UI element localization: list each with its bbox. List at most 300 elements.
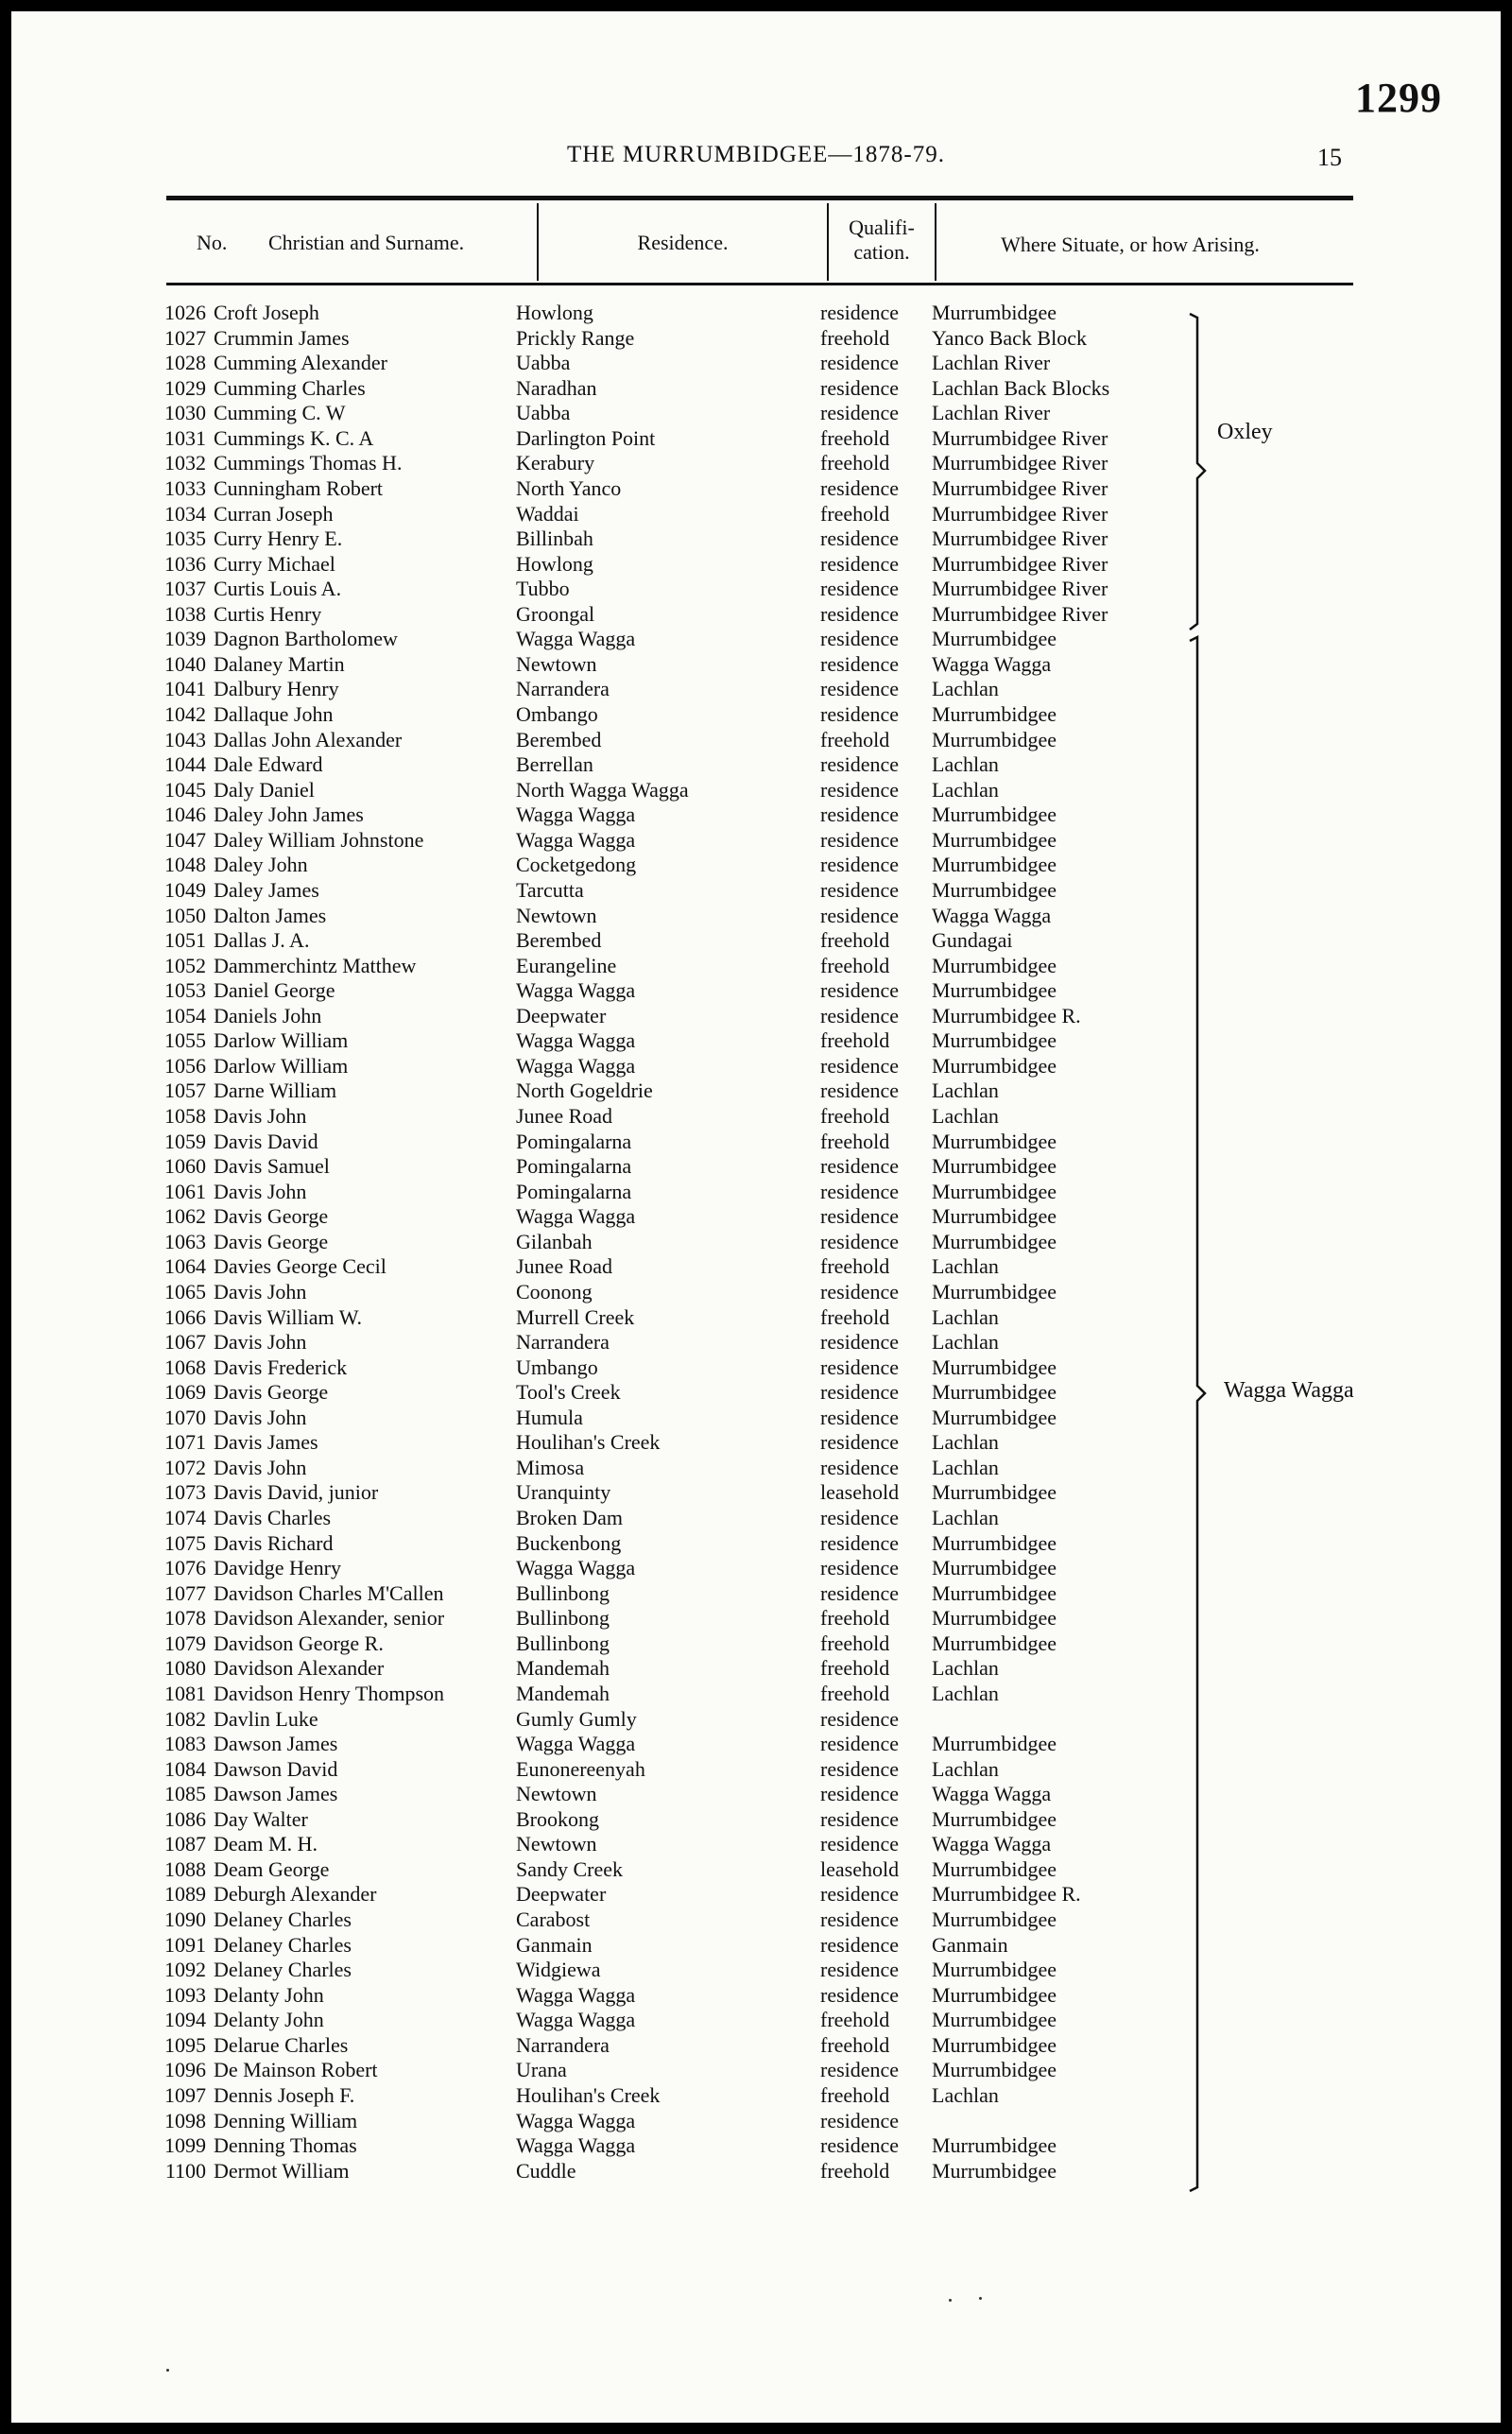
entry-number: 1084 (164, 1756, 206, 1781)
entry-number: 1090 (164, 1907, 206, 1931)
entry-name: Curry Henry E. (214, 527, 343, 551)
entry-where-situate: Murrumbidgee (932, 1631, 1057, 1655)
entry-number: 1093 (164, 1982, 206, 2007)
entry-number: 1077 (164, 1580, 206, 1605)
entry-residence: North Wagga Wagga (516, 777, 689, 802)
entry-residence: Berembed (516, 727, 602, 751)
entry-qualification: freehold (820, 2008, 890, 2032)
entry-where-situate: Murrumbidgee (932, 1355, 1057, 1379)
entry-residence: Humula (516, 1405, 583, 1429)
entry-qualification: residence (820, 1982, 900, 2007)
entry-number: 1087 (164, 1832, 206, 1856)
entry-qualification: residence (820, 702, 900, 726)
document-page (11, 11, 1501, 2423)
entry-residence: Umbango (516, 1355, 598, 1379)
table-row (11, 1958, 1501, 1983)
entry-residence: Wagga Wagga (516, 827, 636, 852)
entry-number: 1080 (164, 1656, 206, 1681)
entry-number: 1049 (164, 877, 206, 902)
entry-where-situate: Murrumbidgee R. (932, 1003, 1081, 1027)
entry-residence: Wagga Wagga (516, 2133, 636, 2158)
entry-qualification: residence (820, 803, 900, 827)
entry-where-situate: Lachlan (932, 1681, 999, 1705)
entry-where-situate: Lachlan (932, 1079, 999, 1103)
entry-residence: Billinbah (516, 527, 593, 551)
entry-residence: Pomingalarna (516, 1129, 632, 1153)
entry-qualification: residence (820, 1506, 900, 1529)
entry-name: Dagnon Bartholomew (214, 627, 398, 651)
entry-name: Davidson George R. (214, 1631, 384, 1655)
entry-name: Curran Joseph (214, 501, 334, 526)
entry-number: 1099 (164, 2133, 206, 2158)
table-row (11, 1305, 1501, 1331)
entry-name: Davis William W. (214, 1304, 362, 1329)
entry-residence: Kerabury (516, 451, 595, 475)
entry-name: Davis James (214, 1430, 318, 1455)
running-title: THE MURRUMBIDGEE—1878-79. (567, 142, 945, 167)
entry-where-situate: Lachlan (932, 677, 999, 701)
entry-number: 1043 (164, 727, 206, 751)
ink-speck (979, 2297, 982, 2300)
table-row (11, 1531, 1501, 1557)
entry-residence: North Gogeldrie (516, 1079, 653, 1103)
entry-qualification: residence (820, 752, 900, 777)
entry-qualification: residence (820, 551, 900, 576)
entry-qualification: residence (820, 601, 900, 626)
entry-residence: Tarcutta (516, 877, 584, 902)
entry-qualification: freehold (820, 1104, 890, 1128)
entry-name: Delaney Charles (214, 1932, 352, 1957)
table-row (11, 602, 1501, 628)
entry-residence: Uabba (516, 401, 571, 425)
entry-residence: Newtown (516, 1832, 597, 1856)
table-row (11, 2083, 1501, 2109)
entry-where-situate: Murrumbidgee (932, 301, 1057, 324)
entry-name: Davis John (214, 1104, 307, 1128)
entry-name: Dallas J. A. (214, 928, 310, 953)
entry-number: 1061 (164, 1179, 206, 1203)
entry-number: 1074 (164, 1506, 206, 1529)
entry-qualification: residence (820, 351, 900, 375)
entry-qualification: residence (820, 2058, 900, 2082)
entry-qualification: residence (820, 1530, 900, 1555)
entry-number: 1027 (164, 325, 206, 350)
entry-where-situate: Lachlan River (932, 401, 1051, 425)
entry-residence: Wagga Wagga (516, 1028, 636, 1053)
entry-qualification: residence (820, 1455, 900, 1479)
entry-residence: Wagga Wagga (516, 1732, 636, 1756)
entry-residence: Murrell Creek (516, 1304, 635, 1329)
entry-residence: Uranquinty (516, 1480, 611, 1505)
entry-where-situate: Murrumbidgee (932, 2008, 1057, 2032)
table-row (11, 1606, 1501, 1631)
table-row (11, 476, 1501, 502)
ink-speck (166, 2369, 169, 2372)
table-row (11, 1506, 1501, 1531)
entry-name: Davis Charles (214, 1506, 332, 1529)
table-row (11, 401, 1501, 426)
entry-number: 1035 (164, 527, 206, 551)
table-row (11, 527, 1501, 552)
table-row (11, 1757, 1501, 1783)
entry-residence: Wagga Wagga (516, 627, 636, 651)
entry-name: Davidson Henry Thompson (214, 1681, 445, 1705)
entry-number: 1069 (164, 1380, 206, 1405)
entry-where-situate: Murrumbidgee (932, 1856, 1057, 1881)
table-row (11, 1682, 1501, 1707)
entry-number: 1032 (164, 451, 206, 475)
entry-qualification: leasehold (820, 1856, 900, 1881)
entry-where-situate: Murrumbidgee River (932, 577, 1108, 601)
entry-residence: Buckenbong (516, 1530, 622, 1555)
entry-where-situate: Murrumbidgee (932, 1958, 1057, 1982)
table-row (11, 1104, 1501, 1130)
entry-number: 1055 (164, 1028, 206, 1053)
table-top-rule (166, 196, 1353, 200)
entry-name: Davidson Alexander, senior (214, 1606, 445, 1631)
entry-qualification: leasehold (820, 1480, 900, 1505)
entry-where-situate: Murrumbidgee (932, 827, 1057, 852)
entry-name: Davies George Cecil (214, 1254, 387, 1279)
entry-residence: Waddai (516, 501, 579, 526)
entry-where-situate: Murrumbidgee River (932, 451, 1108, 475)
entry-qualification: residence (820, 1958, 900, 1982)
entry-name: Dawson David (214, 1756, 338, 1781)
entry-name: Davis Frederick (214, 1355, 348, 1379)
entry-number: 1062 (164, 1204, 206, 1229)
entry-where-situate: Murrumbidgee (932, 853, 1057, 877)
entry-where-situate: Murrumbidgee (932, 1028, 1057, 1053)
entry-where-situate: Lachlan (932, 1254, 999, 1279)
entry-number: 1052 (164, 953, 206, 977)
entry-where-situate: Murrumbidgee (932, 1732, 1057, 1756)
entry-residence: Wagga Wagga (516, 978, 636, 1003)
entry-qualification: freehold (820, 1129, 890, 1153)
entry-name: Delanty John (214, 2008, 324, 2032)
entry-residence: Carabost (516, 1907, 591, 1931)
entry-number: 1041 (164, 677, 206, 701)
entry-number: 1065 (164, 1279, 206, 1303)
table-row (11, 1430, 1501, 1456)
entry-name: Davis Richard (214, 1530, 334, 1555)
entry-where-situate: Lachlan (932, 752, 999, 777)
entry-residence: Sandy Creek (516, 1856, 624, 1881)
entry-where-situate: Murrumbidgee (932, 727, 1057, 751)
table-row (11, 904, 1501, 929)
entry-where-situate: Murrumbidgee (932, 1982, 1057, 2007)
entry-residence: Pomingalarna (516, 1179, 632, 1203)
entry-residence: Tubbo (516, 577, 570, 601)
entry-residence: Darlington Point (516, 425, 656, 450)
entry-residence: Mandemah (516, 1681, 610, 1705)
entry-qualification: freehold (820, 425, 890, 450)
entry-name: Davidson Charles M'Callen (214, 1580, 444, 1605)
entry-residence: Tool's Creek (516, 1380, 621, 1405)
entry-qualification: residence (820, 1806, 900, 1831)
entry-number: 1040 (164, 651, 206, 676)
entry-residence: Howlong (516, 301, 593, 324)
entry-number: 1034 (164, 501, 206, 526)
header-qualification-line1: Qualifi- (849, 216, 915, 239)
entry-number: 1053 (164, 978, 206, 1003)
entry-where-situate: Murrumbidgee (932, 1154, 1057, 1179)
entry-qualification: residence (820, 1832, 900, 1856)
entry-residence: Prickly Range (516, 325, 635, 350)
entry-residence: Howlong (516, 551, 593, 576)
entry-qualification: freehold (820, 953, 890, 977)
entry-where-situate: Murrumbidgee (932, 803, 1057, 827)
entry-qualification: residence (820, 1782, 900, 1806)
entry-where-situate: Wagga Wagga (932, 651, 1052, 676)
entry-where-situate: Murrumbidgee River (932, 501, 1108, 526)
header-qualification (829, 216, 935, 265)
entry-where-situate: Murrumbidgee River (932, 601, 1108, 626)
entry-qualification: residence (820, 1003, 900, 1027)
entry-name: Daley William Johnstone (214, 827, 424, 852)
entry-number: 1086 (164, 1806, 206, 1831)
table-row (11, 1631, 1501, 1657)
entry-where-situate: Murrumbidgee (932, 1380, 1057, 1405)
entry-number: 1082 (164, 1706, 206, 1731)
table-row (11, 1254, 1501, 1280)
entry-qualification: freehold (820, 1606, 890, 1631)
entry-qualification: residence (820, 1405, 900, 1429)
entry-qualification: residence (820, 877, 900, 902)
entry-residence: Broken Dam (516, 1506, 624, 1529)
entry-number: 1057 (164, 1079, 206, 1103)
entry-name: Curtis Louis A. (214, 577, 342, 601)
entry-where-situate: Murrumbidgee (932, 978, 1057, 1003)
entry-where-situate: Lachlan Back Blocks (932, 375, 1110, 400)
entry-name: Dallas John Alexander (214, 727, 403, 751)
table-row (11, 577, 1501, 602)
entry-number: 1051 (164, 928, 206, 953)
entry-qualification: residence (820, 375, 900, 400)
entry-number: 1089 (164, 1882, 206, 1907)
table-row (11, 1707, 1501, 1733)
entry-number: 1064 (164, 1254, 206, 1279)
entry-name: Davis John (214, 1179, 307, 1203)
entry-residence: Wagga Wagga (516, 1053, 636, 1078)
table-row (11, 1556, 1501, 1581)
entry-qualification: residence (820, 1079, 900, 1103)
entry-where-situate: Murrumbidgee (932, 2058, 1057, 2082)
entry-qualification: residence (820, 2133, 900, 2158)
entry-name: Dennis Joseph F. (214, 2082, 355, 2107)
entry-name: Davidson Alexander (214, 1656, 385, 1681)
entry-number: 1044 (164, 752, 206, 777)
entry-residence: Wagga Wagga (516, 1204, 636, 1229)
entry-name: Delaney Charles (214, 1907, 352, 1931)
entry-number: 1096 (164, 2058, 206, 2082)
entry-name: Daley John (214, 853, 308, 877)
table-row (11, 1028, 1501, 1054)
entry-qualification: freehold (820, 928, 890, 953)
entry-number: 1026 (164, 301, 206, 324)
table-row (11, 978, 1501, 1004)
entry-name: Deam M. H. (214, 1832, 318, 1856)
table-row (11, 853, 1501, 878)
entry-residence: Houlihan's Creek (516, 2082, 661, 2107)
table-row (11, 2133, 1501, 2159)
header-no: No. (197, 231, 228, 254)
entry-where-situate: Murrumbidgee River (932, 475, 1108, 500)
header-name: Christian and Surname. (268, 231, 465, 254)
entry-name: Davis George (214, 1229, 329, 1253)
entry-where-situate: Murrumbidgee (932, 877, 1057, 902)
entry-qualification: freehold (820, 501, 890, 526)
entry-residence: Narrandera (516, 677, 610, 701)
table-row (11, 2159, 1501, 2184)
table-row (11, 552, 1501, 578)
entry-qualification: residence (820, 1279, 900, 1303)
table-row (11, 1130, 1501, 1155)
table-row (11, 1983, 1501, 2009)
table-row (11, 1656, 1501, 1682)
table-row (11, 1079, 1501, 1104)
entry-residence: Coonong (516, 1279, 593, 1303)
entry-qualification: freehold (820, 2032, 890, 2057)
entry-number: 1047 (164, 827, 206, 852)
entry-name: Darne William (214, 1079, 337, 1103)
table-row (11, 702, 1501, 728)
entry-name: Dallaque John (214, 702, 334, 726)
entry-qualification: freehold (820, 1028, 890, 1053)
entry-qualification: residence (820, 903, 900, 927)
entry-where-situate: Murrumbidgee (932, 1806, 1057, 1831)
entry-number: 1045 (164, 777, 206, 802)
table-row (11, 1230, 1501, 1255)
entry-qualification: residence (820, 1154, 900, 1179)
entry-where-situate: Wagga Wagga (932, 903, 1052, 927)
entry-name: Daley John James (214, 803, 364, 827)
entry-where-situate: Lachlan (932, 1455, 999, 1479)
table-row (11, 2058, 1501, 2083)
table-row (11, 677, 1501, 702)
entry-name: Curry Michael (214, 551, 335, 576)
table-row (11, 652, 1501, 678)
entry-where-situate: Lachlan (932, 1506, 999, 1529)
entry-where-situate: Murrumbidgee (932, 1229, 1057, 1253)
table-row (11, 1832, 1501, 1857)
entry-name: Cunningham Robert (214, 475, 384, 500)
page-number: 15 (1317, 144, 1342, 171)
entry-residence: North Yanco (516, 475, 622, 500)
entry-number: 1059 (164, 1129, 206, 1153)
entry-number: 1097 (164, 2082, 206, 2107)
entry-name: Day Walter (214, 1806, 308, 1831)
entry-qualification: residence (820, 1907, 900, 1931)
entry-number: 1079 (164, 1631, 206, 1655)
entry-residence: Berrellan (516, 752, 593, 777)
entry-name: Crummin James (214, 325, 350, 350)
table-row (11, 1004, 1501, 1029)
entry-qualification: residence (820, 1706, 900, 1731)
entry-number: 1048 (164, 853, 206, 877)
elector-list (11, 301, 1501, 2184)
table-row (11, 2109, 1501, 2134)
entry-where-situate: Murrumbidgee R. (932, 1882, 1081, 1907)
entry-residence: Narrandera (516, 2032, 610, 2057)
entry-residence: Eurangeline (516, 953, 617, 977)
table-row (11, 502, 1501, 527)
entry-name: Dawson James (214, 1782, 338, 1806)
entry-qualification: residence (820, 1330, 900, 1355)
entry-residence: Gilanbah (516, 1229, 593, 1253)
district-wagga-wagga: Wagga Wagga (1224, 1378, 1354, 1403)
entry-residence: Deepwater (516, 1003, 607, 1027)
entry-where-situate: Murrumbidgee (932, 2158, 1057, 2183)
entry-where-situate: Murrumbidgee (932, 1480, 1057, 1505)
entry-where-situate: Lachlan (932, 2082, 999, 2107)
entry-name: Daley James (214, 877, 319, 902)
entry-number: 1070 (164, 1405, 206, 1429)
entry-name: Cumming Alexander (214, 351, 387, 375)
entry-qualification: residence (820, 1756, 900, 1781)
entry-qualification: residence (820, 301, 900, 324)
entry-residence: Bullinbong (516, 1580, 610, 1605)
entry-qualification: freehold (820, 2082, 890, 2107)
entry-qualification: residence (820, 1732, 900, 1756)
table-row (11, 752, 1501, 778)
entry-qualification: residence (820, 627, 900, 651)
table-row (11, 2033, 1501, 2059)
entry-name: Davis John (214, 1279, 307, 1303)
entry-name: Dermot William (214, 2158, 350, 2183)
entry-name: Davis John (214, 1405, 307, 1429)
entry-number: 1066 (164, 1304, 206, 1329)
entry-residence: Mandemah (516, 1656, 610, 1681)
entry-residence: Wagga Wagga (516, 2008, 636, 2032)
entry-qualification: freehold (820, 325, 890, 350)
table-row (11, 1280, 1501, 1305)
entry-where-situate: Murrumbidgee (932, 1580, 1057, 1605)
entry-number: 1042 (164, 702, 206, 726)
entry-number: 1072 (164, 1455, 206, 1479)
entry-name: Dammerchintz Matthew (214, 953, 417, 977)
entry-where-situate: Murrumbidgee River (932, 527, 1108, 551)
entry-qualification: residence (820, 401, 900, 425)
folio-number: 1299 (1355, 75, 1442, 121)
entry-name: Davis Samuel (214, 1154, 330, 1179)
entry-name: Davis David (214, 1129, 318, 1153)
entry-qualification: residence (820, 1380, 900, 1405)
entry-qualification: freehold (820, 1656, 890, 1681)
entry-number: 1029 (164, 375, 206, 400)
entry-qualification: residence (820, 777, 900, 802)
entry-residence: Eunonereenyah (516, 1756, 645, 1781)
entry-number: 1073 (164, 1480, 206, 1505)
entry-qualification: residence (820, 1430, 900, 1455)
table-row (11, 301, 1501, 326)
entry-residence: Junee Road (516, 1254, 613, 1279)
entry-where-situate: Murrumbidgee (932, 1907, 1057, 1931)
entry-name: Davis George (214, 1380, 329, 1405)
entry-where-situate: Murrumbidgee (932, 1279, 1057, 1303)
entry-qualification: residence (820, 1932, 900, 1957)
table-row (11, 954, 1501, 979)
entry-number: 1094 (164, 2008, 206, 2032)
entry-number: 1068 (164, 1355, 206, 1379)
entry-residence: Wagga Wagga (516, 2108, 636, 2132)
table-row (11, 1581, 1501, 1607)
entry-number: 1100 (164, 2158, 206, 2183)
table-row (11, 1330, 1501, 1355)
entry-name: Croft Joseph (214, 301, 319, 324)
entry-residence: Ganmain (516, 1932, 593, 1957)
header-where: Where Situate, or how Arising. (1001, 233, 1260, 256)
entry-qualification: freehold (820, 727, 890, 751)
